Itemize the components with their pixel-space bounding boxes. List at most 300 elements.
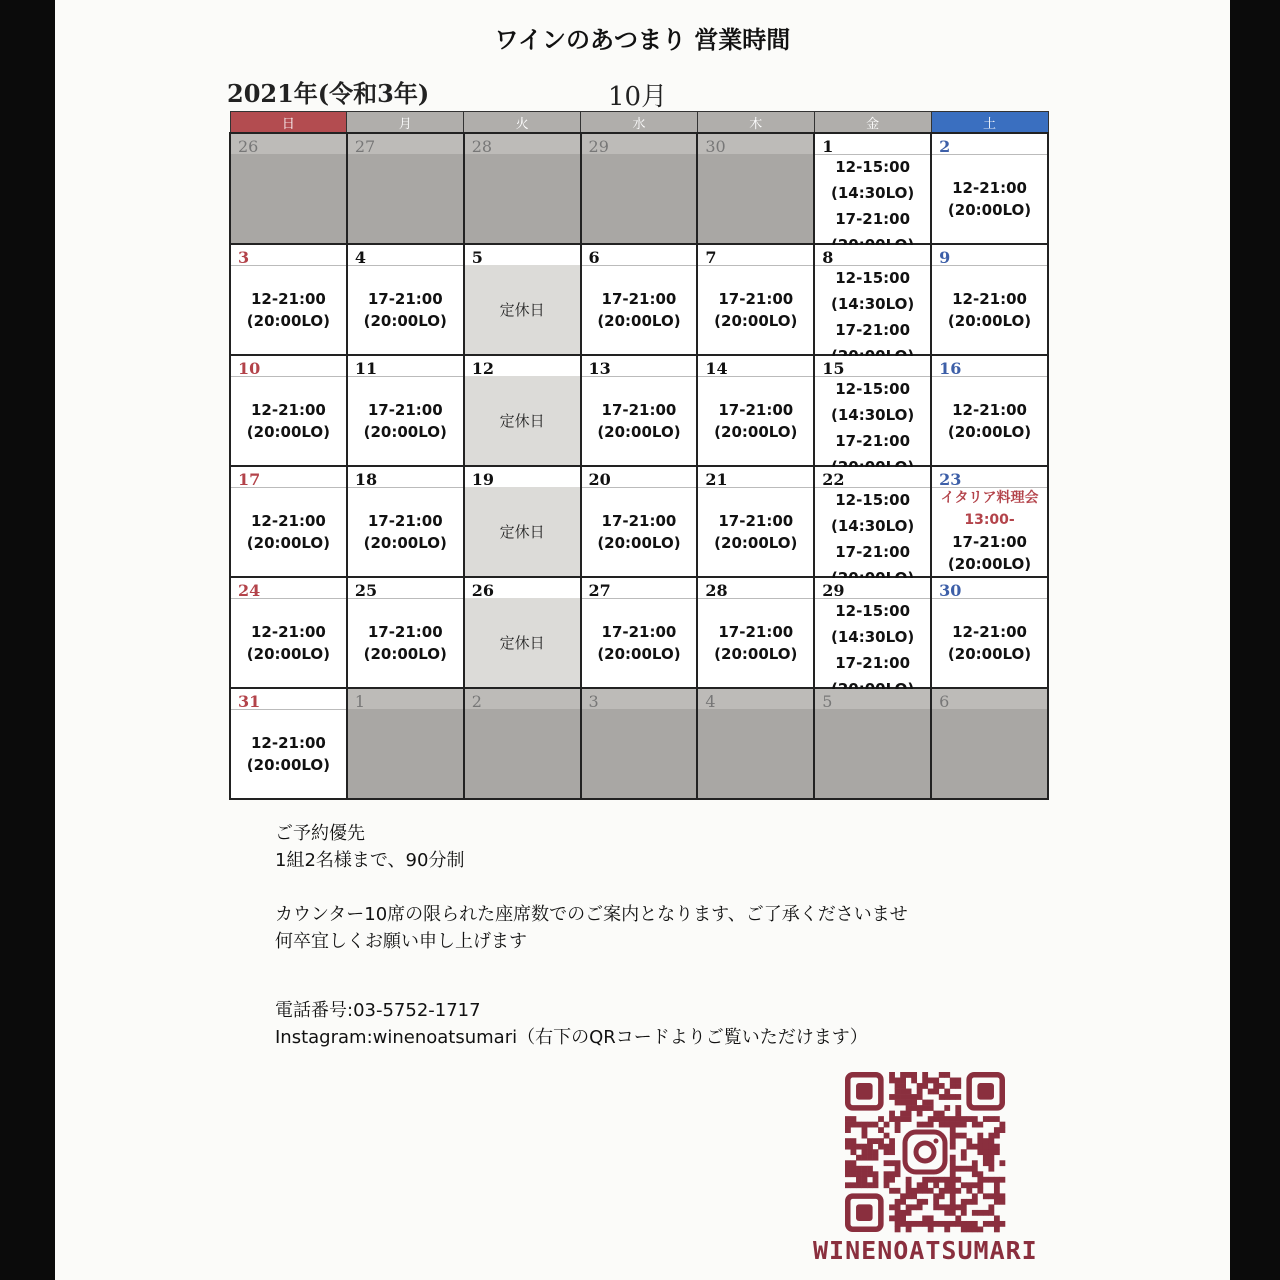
qr-module xyxy=(950,1204,956,1210)
qr-module xyxy=(944,1210,950,1216)
calendar-day-cell xyxy=(581,133,698,244)
qr-module xyxy=(906,1105,912,1111)
qr-module xyxy=(895,1188,901,1194)
hours-line: 17-21:00 xyxy=(601,622,677,641)
qr-module xyxy=(895,1210,901,1216)
business-hours xyxy=(815,376,930,465)
qr-module xyxy=(878,1138,884,1144)
qr-module xyxy=(873,1149,879,1155)
qr-module xyxy=(933,1116,939,1122)
seating-note: カウンター10席の限られた座席数でのご案内となります、ご了承くださいませ xyxy=(275,904,908,925)
qr-module xyxy=(955,1122,961,1128)
qr-module xyxy=(950,1177,956,1183)
qr-module xyxy=(983,1221,989,1227)
qr-module xyxy=(900,1116,906,1122)
qr-module xyxy=(856,1122,862,1128)
qr-module xyxy=(950,1094,956,1100)
calendar-day-cell xyxy=(230,355,347,466)
qr-finder-center xyxy=(856,1083,873,1100)
qr-module xyxy=(922,1122,928,1128)
business-hours xyxy=(348,604,463,681)
calendar-day-cell xyxy=(464,688,581,799)
qr-module xyxy=(944,1072,950,1078)
qr-module xyxy=(988,1144,994,1150)
qr-module xyxy=(856,1177,862,1183)
qr-module xyxy=(972,1116,978,1122)
day-number: 21 xyxy=(705,470,728,489)
qr-module xyxy=(950,1210,956,1216)
business-hours xyxy=(582,604,697,681)
qr-module xyxy=(972,1193,978,1199)
hours-line: (20:00LO) xyxy=(597,311,681,330)
qr-module xyxy=(961,1204,967,1210)
business-hours xyxy=(698,271,813,348)
qr-module xyxy=(884,1177,890,1183)
qr-module xyxy=(988,1166,994,1172)
qr-module xyxy=(895,1221,901,1227)
day-number: 27 xyxy=(588,581,611,600)
qr-module xyxy=(922,1177,928,1183)
weekday-header: 火 xyxy=(464,112,581,134)
qr-module xyxy=(950,1127,956,1133)
day-number: 14 xyxy=(705,359,728,378)
business-hours xyxy=(815,154,930,243)
qr-module xyxy=(994,1193,1000,1199)
calendar-week-row xyxy=(230,688,1048,799)
hours-line: 17-21:00 xyxy=(718,511,794,530)
qr-module xyxy=(889,1160,895,1166)
qr-module xyxy=(873,1138,879,1144)
qr-module xyxy=(977,1182,983,1188)
closed-day-label: 定休日 xyxy=(499,523,545,541)
qr-module xyxy=(988,1155,994,1161)
calendar-day-cell xyxy=(230,133,347,244)
qr-module xyxy=(911,1188,917,1194)
business-hours xyxy=(815,598,930,687)
qr-module xyxy=(884,1133,890,1139)
qr-module xyxy=(955,1105,961,1111)
qr-module xyxy=(966,1221,972,1227)
qr-module xyxy=(845,1144,851,1150)
qr-module xyxy=(955,1133,961,1139)
qr-module xyxy=(966,1199,972,1205)
qr-module xyxy=(972,1221,978,1227)
qr-module xyxy=(966,1188,972,1194)
hours-line: 17-21:00 xyxy=(835,210,911,228)
qr-module xyxy=(950,1188,956,1194)
qr-module xyxy=(928,1215,934,1221)
qr-module xyxy=(983,1144,989,1150)
qr-module xyxy=(873,1177,879,1183)
hours-line: (20:00LO) xyxy=(714,422,798,441)
weekday-header: 土 xyxy=(931,112,1048,134)
qr-module xyxy=(862,1177,868,1183)
hours-line: (20:00LO) xyxy=(363,311,447,330)
day-number: 10 xyxy=(238,359,261,378)
qr-module xyxy=(939,1177,945,1183)
year-label: 2021年(令和3年) xyxy=(227,79,430,108)
qr-module xyxy=(889,1171,895,1177)
day-number: 29 xyxy=(822,581,845,600)
qr-module xyxy=(977,1122,983,1128)
qr-module xyxy=(856,1155,862,1161)
day-number: 3 xyxy=(238,248,250,267)
hours-line: 17-21:00 xyxy=(367,622,443,641)
qr-module xyxy=(966,1138,972,1144)
qr-module xyxy=(939,1193,945,1199)
qr-module xyxy=(862,1133,868,1139)
day-number: 12 xyxy=(471,359,494,378)
qr-module xyxy=(944,1221,950,1227)
qr-module xyxy=(977,1226,983,1232)
qr-module xyxy=(906,1188,912,1194)
hours-line: (20:00LO) xyxy=(246,311,331,330)
qr-module xyxy=(950,1166,956,1172)
qr-module xyxy=(961,1226,967,1232)
hours-line: 12-15:00 xyxy=(835,602,911,620)
business-hours xyxy=(348,493,463,570)
qr-module xyxy=(851,1144,857,1150)
qr-module xyxy=(845,1171,851,1177)
event-text: イタリア料理会 xyxy=(940,490,1039,506)
qr-module xyxy=(862,1149,868,1155)
hours-line: 17-21:00 xyxy=(601,511,677,530)
qr-module xyxy=(906,1072,912,1078)
business-hours xyxy=(698,382,813,459)
hours-line: 17-21:00 xyxy=(835,321,911,339)
hours-line: (20:00LO) xyxy=(714,644,798,663)
qr-module xyxy=(851,1160,857,1166)
qr-module xyxy=(977,1210,983,1216)
day-number: 9 xyxy=(939,248,951,267)
hours-line: (20:00LO) xyxy=(947,644,1032,663)
qr-module xyxy=(999,1177,1005,1183)
qr-module xyxy=(933,1078,939,1084)
qr-module xyxy=(906,1226,912,1232)
qr-module xyxy=(966,1166,972,1172)
qr-module xyxy=(994,1215,1000,1221)
instagram-qr-code[interactable] xyxy=(845,1072,1005,1232)
qr-module xyxy=(845,1122,851,1128)
qr-module xyxy=(895,1083,901,1089)
qr-module xyxy=(983,1210,989,1216)
qr-module xyxy=(895,1215,901,1221)
business-hours xyxy=(582,382,697,459)
qr-module xyxy=(944,1116,950,1122)
qr-module xyxy=(895,1127,901,1133)
qr-module xyxy=(895,1094,901,1100)
qr-module xyxy=(845,1138,851,1144)
qr-module xyxy=(895,1100,901,1106)
qr-module xyxy=(922,1100,928,1106)
qr-module xyxy=(977,1171,983,1177)
day-number: 30 xyxy=(705,137,726,156)
weekday-header: 日 xyxy=(230,112,347,134)
qr-module xyxy=(851,1166,857,1172)
qr-module xyxy=(983,1193,989,1199)
qr-module xyxy=(862,1144,868,1150)
qr-module xyxy=(939,1188,945,1194)
hours-line: (14:30LO) xyxy=(831,295,915,313)
qr-module xyxy=(900,1094,906,1100)
business-hours xyxy=(698,493,813,570)
qr-module xyxy=(917,1199,923,1205)
brand-name: WINENOATSUMARI xyxy=(813,1236,1038,1265)
hours-line: (20:00LO) xyxy=(597,422,681,441)
day-number: 2 xyxy=(939,137,951,156)
notes-block xyxy=(275,820,908,1051)
qr-module xyxy=(900,1210,906,1216)
qr-module xyxy=(873,1171,879,1177)
hours-line: (20:00LO) xyxy=(363,422,447,441)
day-number: 24 xyxy=(238,581,261,600)
qr-module xyxy=(845,1116,851,1122)
weekday-header: 月 xyxy=(347,112,464,134)
hours-line: 12-21:00 xyxy=(250,511,326,530)
calendar-day-cell xyxy=(931,577,1048,688)
qr-module xyxy=(988,1177,994,1183)
qr-module xyxy=(977,1149,983,1155)
qr-module xyxy=(922,1199,928,1205)
qr-module xyxy=(950,1133,956,1139)
business-hours xyxy=(932,160,1047,237)
calendar-day-cell xyxy=(581,688,698,799)
qr-module xyxy=(867,1138,873,1144)
business-hours xyxy=(348,382,463,459)
business-hours xyxy=(348,271,463,348)
qr-module xyxy=(922,1221,928,1227)
closed-day-label: 定休日 xyxy=(499,634,545,652)
qr-module xyxy=(939,1094,945,1100)
hours-line: 12-21:00 xyxy=(952,622,1027,641)
phone-number: 電話番号:03-5752-1717 xyxy=(275,1000,481,1021)
day-number: 6 xyxy=(939,692,950,711)
day-number: 2 xyxy=(471,692,482,711)
business-hours xyxy=(815,265,930,354)
qr-module xyxy=(917,1089,923,1095)
qr-module xyxy=(950,1083,956,1089)
qr-module xyxy=(900,1111,906,1117)
qr-module xyxy=(944,1226,950,1232)
calendar-day-cell xyxy=(581,355,698,466)
calendar-day-cell xyxy=(230,244,347,355)
calendar-week-row xyxy=(230,355,1048,466)
calendar-day-cell xyxy=(347,133,464,244)
day-number: 6 xyxy=(588,248,600,267)
qr-module xyxy=(928,1177,934,1183)
qr-module xyxy=(939,1083,945,1089)
calendar-table xyxy=(229,111,1049,800)
calendar-day-cell xyxy=(347,355,464,466)
qr-module xyxy=(988,1210,994,1216)
qr-module xyxy=(944,1122,950,1128)
hours-line: 12-21:00 xyxy=(250,733,326,752)
qr-module xyxy=(867,1122,873,1128)
qr-module xyxy=(939,1072,945,1078)
qr-module xyxy=(950,1078,956,1084)
qr-module xyxy=(862,1182,868,1188)
qr-module xyxy=(889,1138,895,1144)
qr-module xyxy=(889,1188,895,1194)
qr-module xyxy=(994,1199,1000,1205)
qr-module xyxy=(961,1182,967,1188)
qr-module xyxy=(977,1188,983,1194)
hours-line: 17-21:00 xyxy=(601,289,677,308)
qr-module xyxy=(878,1116,884,1122)
qr-module xyxy=(939,1111,945,1117)
qr-module xyxy=(895,1116,901,1122)
qr-module xyxy=(862,1127,868,1133)
qr-module xyxy=(917,1188,923,1194)
qr-module xyxy=(889,1116,895,1122)
hours-line: (20:00LO) xyxy=(246,644,331,663)
qr-module xyxy=(889,1204,895,1210)
hours-line: 17-21:00 xyxy=(718,622,794,641)
qr-module xyxy=(906,1094,912,1100)
qr-module xyxy=(966,1182,972,1188)
hours-line: (20:00LO) xyxy=(714,311,798,330)
hours-line: (20:00LO) xyxy=(597,533,681,552)
qr-module xyxy=(845,1166,851,1172)
qr-module xyxy=(862,1155,868,1161)
calendar-day-cell xyxy=(581,466,698,577)
qr-module xyxy=(933,1111,939,1117)
qr-module xyxy=(884,1182,890,1188)
qr-module xyxy=(983,1149,989,1155)
hours-line: 17-21:00 xyxy=(367,400,443,419)
calendar-day-cell xyxy=(581,244,698,355)
day-number: 26 xyxy=(238,137,259,156)
qr-module xyxy=(933,1221,939,1227)
qr-module xyxy=(955,1204,961,1210)
qr-module xyxy=(889,1149,895,1155)
qr-module xyxy=(884,1160,890,1166)
calendar-day-cell xyxy=(814,577,931,688)
qr-module xyxy=(906,1182,912,1188)
qr-module xyxy=(994,1177,1000,1183)
qr-module xyxy=(972,1122,978,1128)
calendar-day-cell xyxy=(697,466,814,577)
qr-module xyxy=(889,1111,895,1117)
qr-module xyxy=(977,1138,983,1144)
qr-module xyxy=(917,1182,923,1188)
day-number: 26 xyxy=(471,581,494,600)
qr-module xyxy=(939,1221,945,1227)
qr-module xyxy=(917,1105,923,1111)
day-number: 1 xyxy=(822,137,834,156)
business-hours xyxy=(932,604,1047,681)
hours-line: (14:30LO) xyxy=(831,628,915,646)
qr-module xyxy=(906,1221,912,1227)
hours-line: 17-21:00 xyxy=(367,511,443,530)
calendar-day-cell xyxy=(814,133,931,244)
hours-line: 12-15:00 xyxy=(835,380,911,398)
hours-line: (20:00LO) xyxy=(947,200,1032,219)
business-hours xyxy=(231,604,346,681)
hours-line: 12-21:00 xyxy=(250,400,326,419)
calendar-day-cell xyxy=(464,244,581,355)
qr-module xyxy=(983,1116,989,1122)
qr-module xyxy=(900,1072,906,1078)
qr-module xyxy=(922,1188,928,1194)
calendar-day-cell xyxy=(230,577,347,688)
qr-module xyxy=(950,1155,956,1161)
qr-module xyxy=(950,1171,956,1177)
hours-line: (20:00LO) xyxy=(363,533,447,552)
hours-line: (20:00LO) xyxy=(363,644,447,663)
event-text: 13:00- xyxy=(964,512,1015,528)
qr-module xyxy=(961,1116,967,1122)
qr-module xyxy=(944,1182,950,1188)
qr-module xyxy=(911,1094,917,1100)
qr-module xyxy=(977,1144,983,1150)
qr-module xyxy=(944,1177,950,1183)
qr-module xyxy=(933,1083,939,1089)
qr-module xyxy=(906,1111,912,1117)
qr-module xyxy=(895,1122,901,1128)
closed-day-label: 定休日 xyxy=(499,412,545,430)
qr-module xyxy=(928,1226,934,1232)
qr-module xyxy=(972,1160,978,1166)
qr-module xyxy=(999,1122,1005,1128)
calendar-day-cell xyxy=(931,133,1048,244)
hours-line: (20:00LO) xyxy=(246,533,331,552)
qr-module xyxy=(845,1182,851,1188)
hours-line: 17-21:00 xyxy=(718,289,794,308)
qr-finder-center xyxy=(856,1204,873,1221)
qr-module xyxy=(900,1083,906,1089)
qr-module xyxy=(851,1116,857,1122)
qr-module xyxy=(994,1149,1000,1155)
qr-module xyxy=(950,1182,956,1188)
instagram-icon xyxy=(901,1128,949,1176)
qr-module xyxy=(933,1089,939,1095)
qr-module xyxy=(873,1122,879,1128)
qr-module xyxy=(950,1138,956,1144)
day-number: 4 xyxy=(354,248,366,267)
calendar-day-cell xyxy=(814,355,931,466)
closed-day-label: 定休日 xyxy=(499,301,545,319)
qr-module xyxy=(994,1144,1000,1150)
calendar-day-cell xyxy=(230,688,347,799)
qr-module xyxy=(939,1116,945,1122)
calendar-day-cell xyxy=(697,577,814,688)
calendar-day-cell xyxy=(230,466,347,577)
qr-module xyxy=(950,1221,956,1227)
qr-module xyxy=(955,1177,961,1183)
hours-line: (20:00LO) xyxy=(246,422,331,441)
qr-module xyxy=(922,1072,928,1078)
qr-module xyxy=(889,1072,895,1078)
qr-module xyxy=(867,1182,873,1188)
hours-line: 12-21:00 xyxy=(952,178,1027,197)
qr-module xyxy=(955,1078,961,1084)
business-hours xyxy=(231,271,346,348)
qr-finder-center xyxy=(977,1083,994,1100)
qr-module xyxy=(906,1089,912,1095)
qr-module xyxy=(933,1199,939,1205)
qr-module xyxy=(961,1133,967,1139)
calendar-day-cell xyxy=(931,244,1048,355)
business-hours xyxy=(582,493,697,570)
business-hours xyxy=(231,715,346,792)
qr-module xyxy=(933,1193,939,1199)
qr-module xyxy=(867,1149,873,1155)
qr-module xyxy=(889,1144,895,1150)
page-title: ワインのあつまり 営業時間 xyxy=(494,26,791,54)
qr-module xyxy=(961,1210,967,1216)
qr-module xyxy=(983,1155,989,1161)
